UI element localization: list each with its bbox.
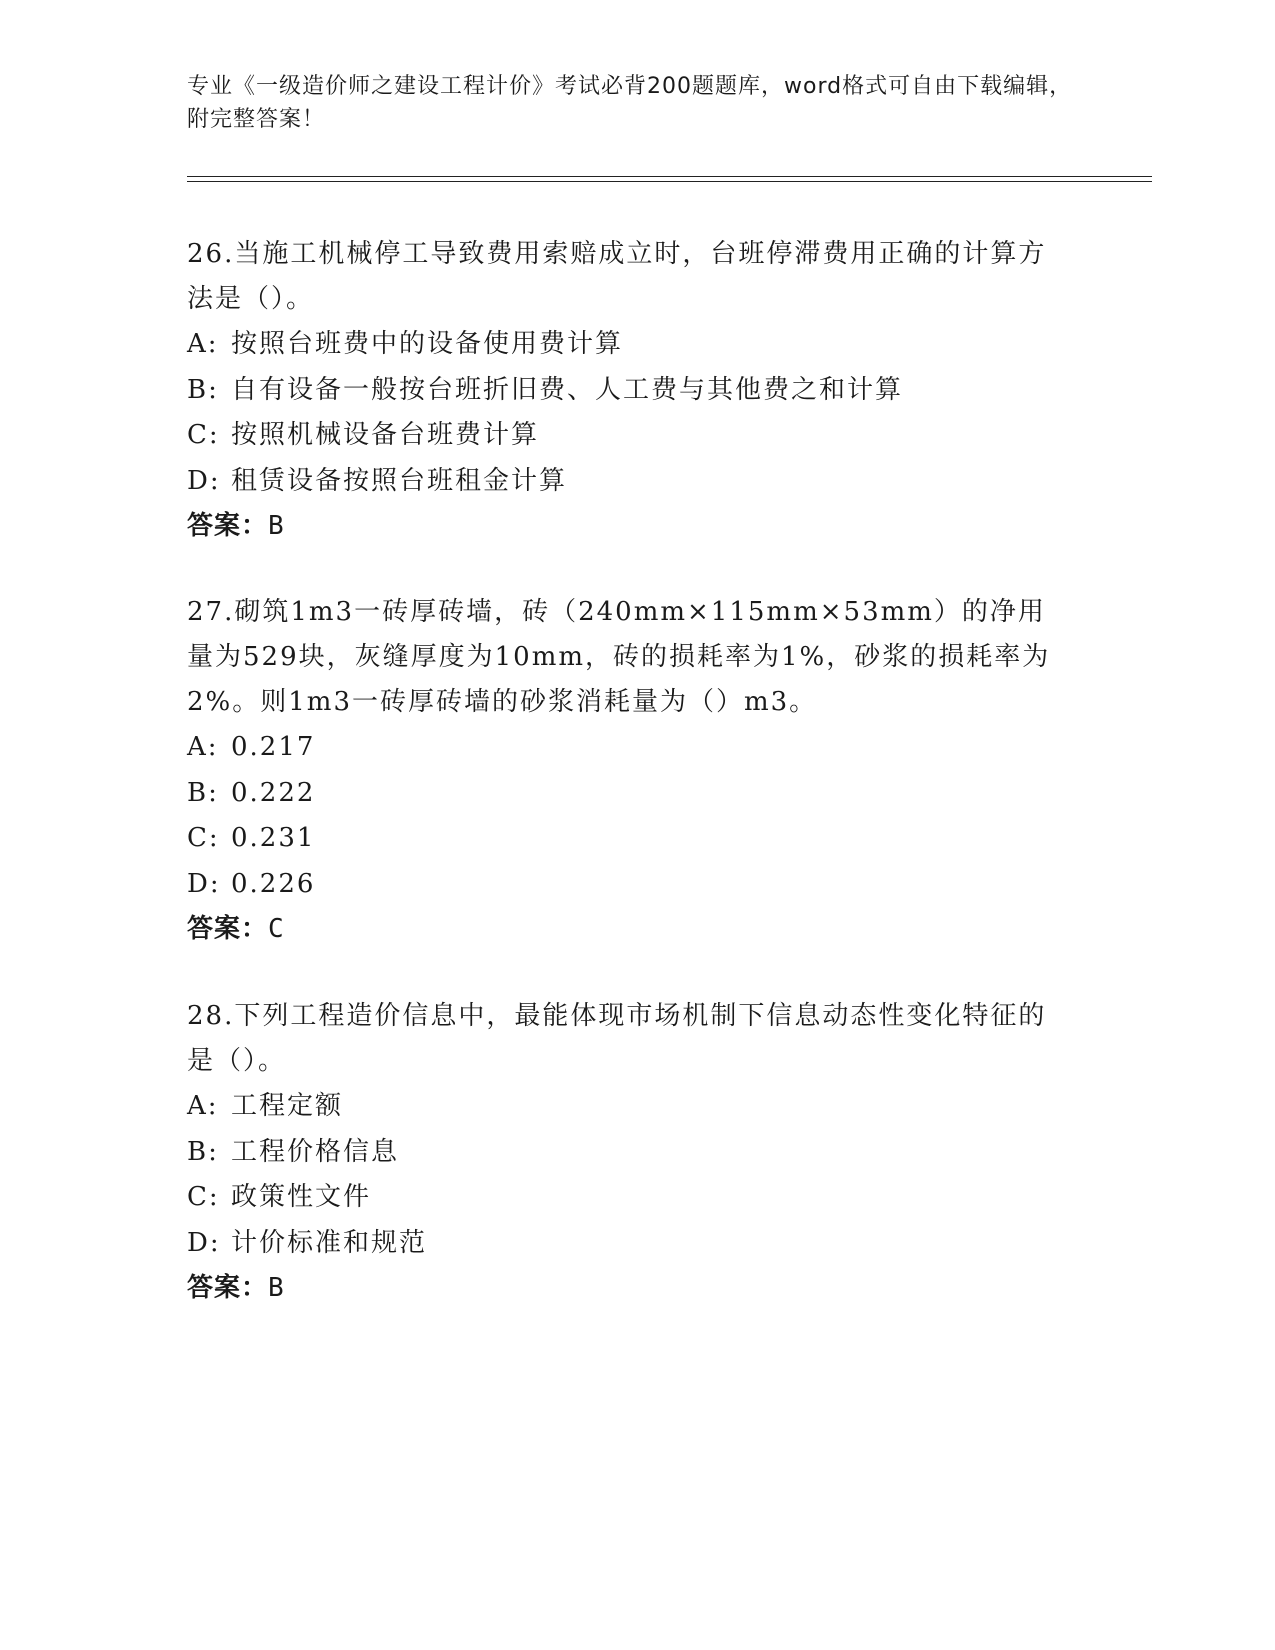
answer-line <box>187 504 1067 549</box>
option-text: 0.217 <box>231 732 316 762</box>
option-d <box>187 1221 1067 1267</box>
question-stem: 26.当施工机械停工导致费用索赔成立时，台班停滞费用正确的计算方法是（）。 <box>187 239 1047 314</box>
option-b <box>187 1130 1067 1176</box>
option-a <box>187 725 1067 771</box>
option-text: 自有设备一般按台班折旧费、人工费与其他费之和计算 <box>231 374 904 405</box>
option-text: 工程定额 <box>231 1091 344 1121</box>
option-text: 工程价格信息 <box>231 1136 400 1167</box>
answer-label: 答案： <box>187 1273 269 1303</box>
document-intro: 专业《一级造价师之建设工程计价》考试必背200题题库，word格式可自由下载编辑，附完整答案！ <box>187 74 1073 132</box>
option-c <box>187 413 1067 459</box>
option-text: 0.222 <box>231 777 316 808</box>
answer-line <box>187 1266 1067 1311</box>
question-stem: 28.下列工程造价信息中，最能体现市场机制下信息动态性变化特征的是（）。 <box>187 1001 1047 1076</box>
option-d <box>187 862 1067 908</box>
question-stem: 27.砌筑1m3一砖厚砖墙，砖（240mm×115mm×53mm）的净用量为529块，灰缝厚度为10mm，砖的损耗率为1%，砂浆的损耗率为2%。则1m3一砖厚砖墙的砂浆消耗量为（）m3。 <box>187 597 1051 717</box>
option-a <box>187 322 1067 368</box>
option-key: A: <box>187 329 219 359</box>
header-divider-bottom <box>187 181 1152 182</box>
answer-value: B <box>268 511 285 541</box>
option-b <box>187 771 1067 817</box>
option-key: B: <box>187 374 219 405</box>
option-text: 按照机械设备台班费计算 <box>231 420 540 450</box>
option-text: 政策性文件 <box>231 1182 372 1212</box>
option-d <box>187 459 1067 505</box>
answer-value: C <box>268 914 285 944</box>
option-key: B: <box>187 777 219 808</box>
header-divider-top <box>187 176 1152 177</box>
option-key: A: <box>187 732 219 762</box>
option-a <box>187 1084 1067 1130</box>
answer-value: B <box>268 1273 285 1303</box>
option-key: A: <box>187 1091 219 1121</box>
option-text: 租赁设备按照台班租金计算 <box>231 465 568 496</box>
option-key: D: <box>187 868 221 899</box>
question-27 <box>187 590 1067 952</box>
option-key: C: <box>187 1182 220 1212</box>
option-key: B: <box>187 1136 219 1167</box>
option-text: 0.226 <box>231 868 316 899</box>
answer-label: 答案： <box>187 511 269 541</box>
option-key: C: <box>187 420 220 450</box>
question-26 <box>187 232 1067 549</box>
option-text: 按照台班费中的设备使用费计算 <box>231 329 624 359</box>
answer-line <box>187 907 1067 952</box>
answer-label: 答案： <box>187 914 269 944</box>
option-text: 0.231 <box>231 823 316 853</box>
option-key: D: <box>187 465 221 496</box>
option-b <box>187 368 1067 414</box>
option-c <box>187 816 1067 862</box>
option-text: 计价标准和规范 <box>231 1227 428 1258</box>
option-key: D: <box>187 1227 221 1258</box>
question-28 <box>187 994 1067 1311</box>
option-c <box>187 1175 1067 1221</box>
option-key: C: <box>187 823 220 853</box>
